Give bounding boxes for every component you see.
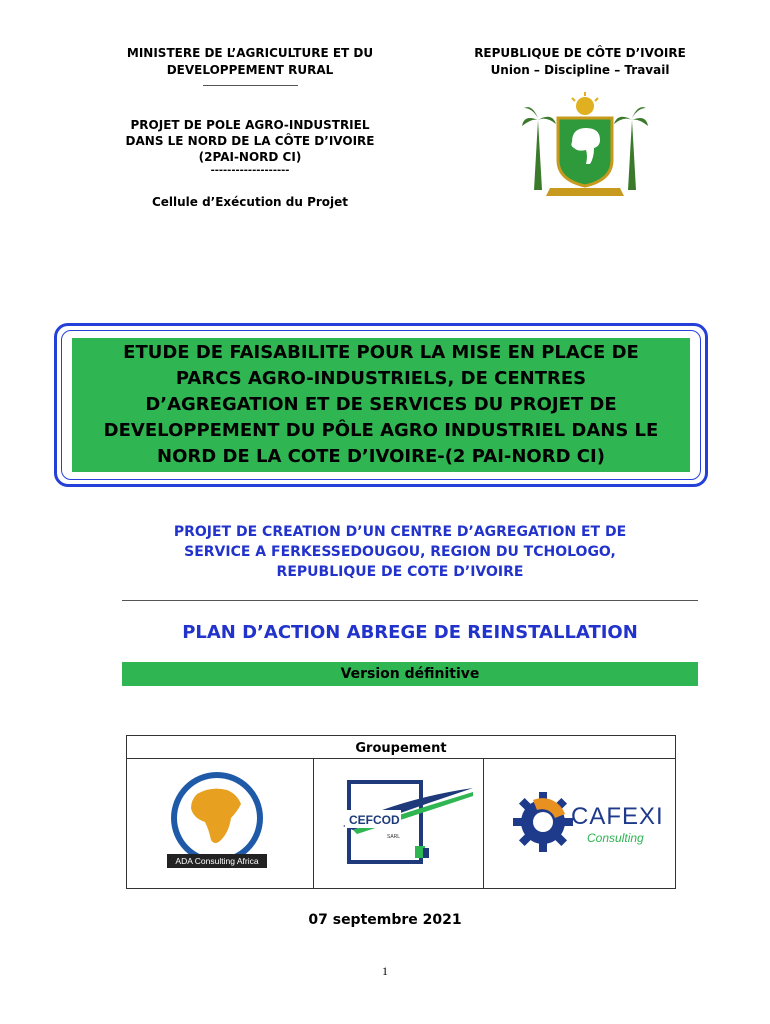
ministry-line2: DEVELOPPEMENT RURAL [166,63,334,77]
title-line4: DEVELOPPEMENT DU PÔLE AGRO INDUSTRIEL DANS LE [103,420,659,441]
horizontal-rule [122,600,698,601]
cell-label: Cellule d’Exécution du Projet [151,195,349,209]
subproject-line3: REPUBLIQUE DE COTE D’IVOIRE [276,564,524,580]
cafexi-logo-icon [483,758,675,890]
ministry-header [100,45,400,86]
coat-of-arms-icon [520,90,650,200]
version-banner: Version définitive [122,662,698,686]
cefcod-logo-text: CEFCOD [349,813,400,827]
subproject-line1: PROJET DE CREATION D’UN CENTRE D’AGREGATION ET DE [173,524,627,540]
title-line3: D’AGREGATION ET DE SERVICES DU PROJET DE [145,394,617,415]
cafexi-logo-text: CAFEXI [571,803,664,830]
project-line1: PROJET DE POLE AGRO-INDUSTRIEL [130,118,370,132]
republic-header [430,45,730,79]
logo-cell-cefcod [313,758,484,888]
republic-motto: Union – Discipline – Travail [490,63,670,77]
project-header [100,117,400,177]
title-line1: ETUDE DE FAISABILITE POUR LA MISE EN PLACE DE [123,342,639,363]
project-line2: DANS LE NORD DE LA CÔTE D’IVOIRE [125,134,375,148]
study-title [72,338,690,472]
page-number: 1 [382,964,388,978]
document-date: 07 septembre 2021 [308,912,462,928]
cefcod-logo-sub: SARL [387,834,401,840]
project-line3: (2PAI-NORD CI) [198,150,302,164]
ministry-line1: MINISTERE DE L’AGRICULTURE ET DU [126,46,374,60]
title-line5: NORD DE LA COTE D’IVOIRE-(2 PAI-NORD CI) [157,446,605,467]
project-dashes: ------------------- [210,165,290,176]
groupement-table [126,735,676,889]
subproject-line2: SERVICE A FERKESSEDOUGOU, REGION DU TCHOLOGO, [184,544,616,560]
republic-name: REPUBLIQUE DE CÔTE D’IVOIRE [474,46,686,60]
groupement-heading: Groupement [127,736,675,759]
title-line2: PARCS AGRO-INDUSTRIELS, DE CENTRES [175,368,587,389]
header-separator [203,85,298,86]
plan-title: PLAN D’ACTION ABREGE DE REINSTALLATION [182,622,638,643]
logo-cell-ada [127,758,314,888]
ada-logo-text: ADA Consulting Africa [175,856,259,866]
ada-logo-icon [127,758,313,890]
cafexi-logo-sub: Consulting [587,831,644,845]
cefcod-logo-icon [313,758,483,890]
logo-cell-cafexi [483,758,675,888]
subproject-title [120,522,680,582]
